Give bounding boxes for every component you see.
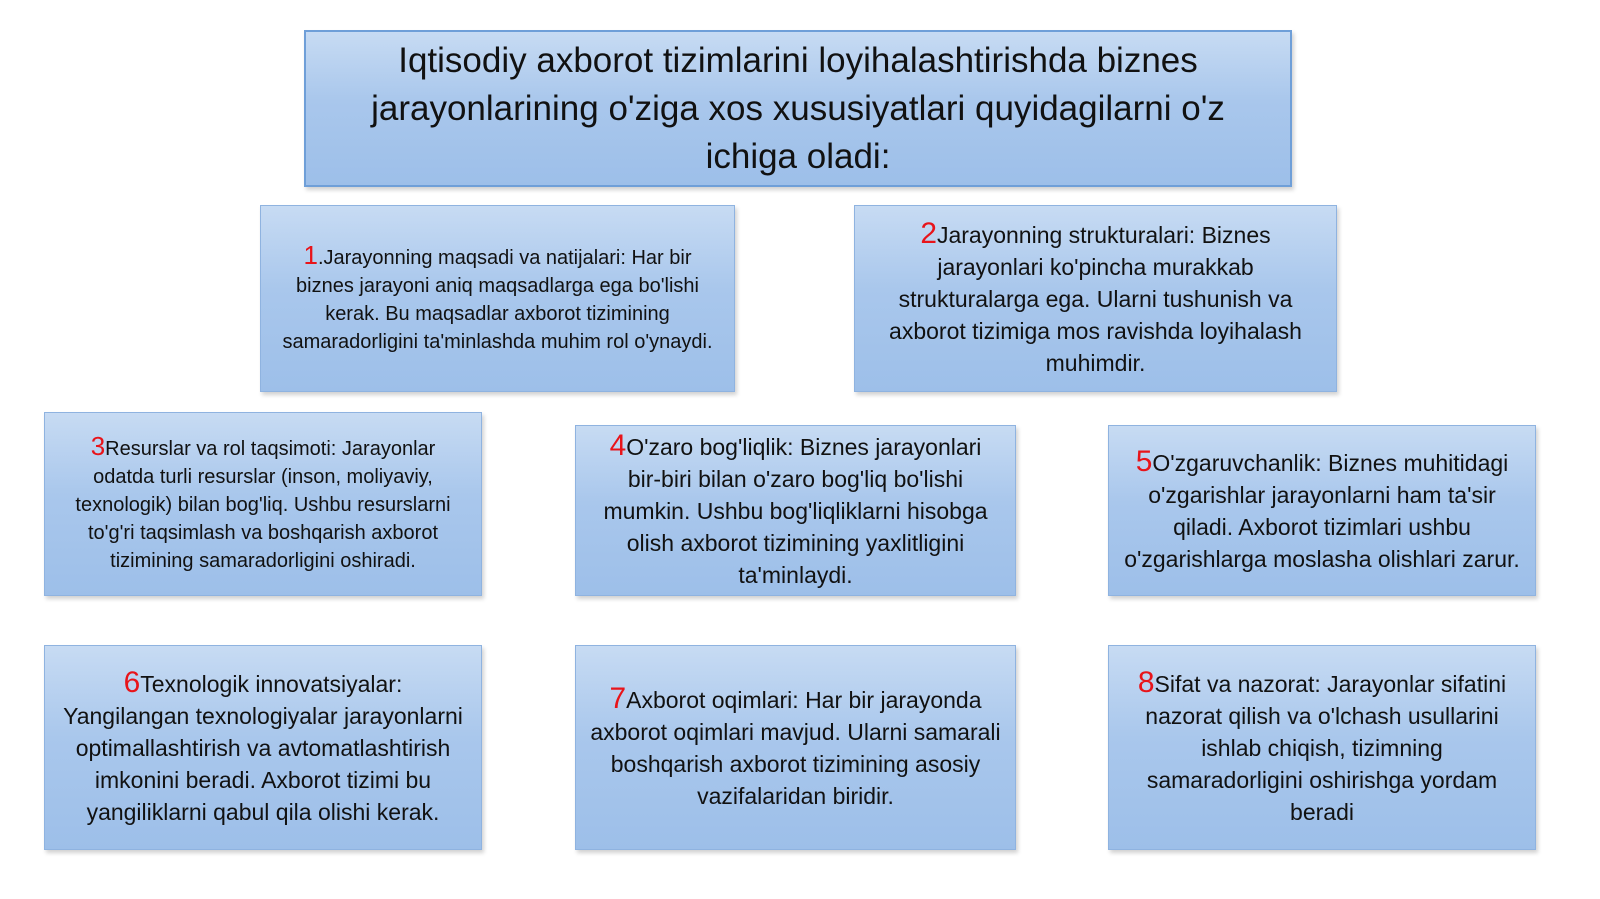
feature-box-6 — [44, 645, 482, 850]
diagram-title: Iqtisodiy axborot tizimlarini loyihalashtirishda biznes jarayonlarining o'ziga xos xususiyatlari quyidagilarni o'z ichiga oladi: — [371, 40, 1225, 176]
feature-number-2: 2 — [920, 216, 937, 250]
title-box — [304, 30, 1292, 187]
feature-number-3: 3 — [90, 431, 106, 461]
feature-text-7: Axborot oqimlari: Har bir jarayonda axborot oqimlari mavjud. Ularni samarali boshqarish axborot tizimining asosiy vazifalaridan biridir. — [590, 686, 1001, 809]
feature-text-5: O'zgaruvchanlik: Biznes muhitidagi o'zgarishlar jarayonlarni ham ta'sir qiladi. Axborot tizimlari ushbu o'zgarishlarga moslasha olishlari zarur. — [1124, 449, 1520, 572]
feature-box-4 — [575, 425, 1016, 596]
feature-text-2: Jarayonning strukturalari: Biznes jarayonlari ko'pincha murakkab strukturalarga ega. Ularni tushunish va axborot tizimiga mos ravishda loyihalash muhimdir. — [889, 221, 1302, 376]
feature-text-4: O'zaro bog'liqlik: Biznes jarayonlari bir-biri bilan o'zaro bog'liq bo'lishi mumkin. Ushbu bog'liqliklarni hisobga olish axborot tizimining yaxlitligini ta'minlaydi. — [603, 433, 988, 588]
feature-box-7 — [575, 645, 1016, 850]
feature-box-3 — [44, 412, 482, 596]
feature-number-1: 1 — [303, 239, 318, 270]
feature-number-6: 6 — [123, 665, 141, 699]
feature-number-4: 4 — [609, 428, 627, 462]
feature-box-5 — [1108, 425, 1536, 596]
feature-box-8 — [1108, 645, 1536, 850]
feature-text-6: Texnologik innovatsiyalar: Yangilangan texnologiyalar jarayonlarni optimallashtirish va avtomatlashtirish imkonini beradi. Axborot tizimi bu yangiliklarni qabul qila olishi kerak. — [63, 670, 463, 825]
feature-box-1 — [260, 205, 735, 392]
feature-text-8: Sifat va nazorat: Jarayonlar sifatini nazorat qilish va o'lchash usullarini ishlab chiqish, tizimning samaradorligini oshirishga yordam beradi — [1145, 670, 1507, 825]
feature-number-7: 7 — [609, 681, 627, 715]
feature-box-2 — [854, 205, 1337, 392]
feature-number-8: 8 — [1137, 665, 1155, 699]
feature-text-3: Resurslar va rol taqsimoti: Jarayonlar odatda turli resurslar (inson, moliyaviy, texnologik) bilan bog'liq. Ushbu resurslarni to'g'ri taqsimlash va boshqarish axborot tizimining samaradorligini oshiradi. — [75, 438, 451, 572]
feature-number-5: 5 — [1135, 444, 1153, 478]
feature-text-1: .Jarayonning maqsadi va natijalari: Har bir biznes jarayoni aniq maqsadlarga ega bo'lishi kerak. Bu maqsadlar axborot tizimining samaradorligini ta'minlashda muhim rol o'ynaydi. — [282, 246, 713, 353]
